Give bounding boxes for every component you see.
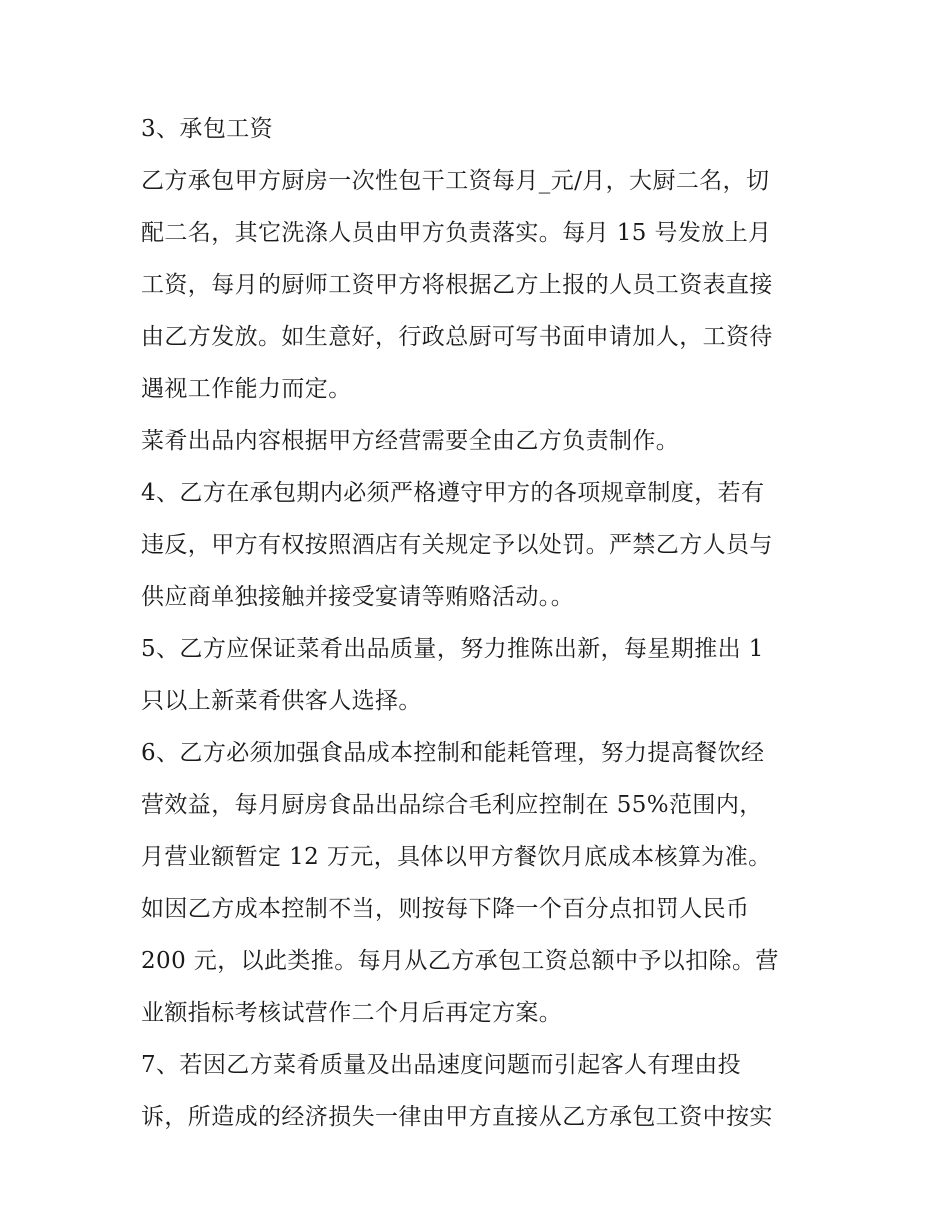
text-line: 营效益，每月厨房食品出品综合毛利应控制在 55%范围内，: [141, 792, 763, 818]
text-line: 由乙方发放。如生意好，行政总厨可写书面申请加人，工资待: [141, 324, 773, 350]
text-line: 如因乙方成本控制不当，则按每下降一个百分点扣罚人民币: [141, 896, 750, 922]
text-line: 业额指标考核试营作二个月后再定方案。: [141, 1000, 563, 1026]
text-line: 200 元，以此类推。每月从乙方承包工资总额中予以扣除。营: [141, 948, 779, 974]
clause-6-line: 6、乙方必须加强食品成本控制和能耗管理，努力提高餐饮经: [141, 740, 765, 766]
text-line: 违反，甲方有权按照酒店有关规定予以处罚。严禁乙方人员与: [141, 532, 773, 558]
clause-4-line: 4、乙方在承包期内必须严格遵守甲方的各项规章制度，若有: [141, 480, 765, 506]
clause-5-line: 5、乙方应保证菜肴出品质量，努力推陈出新，每星期推出 1: [141, 636, 764, 662]
text-line: 只以上新菜肴供客人选择。: [141, 688, 422, 714]
text-line: 诉，所造成的经济损失一律由甲方直接从乙方承包工资中按实: [141, 1104, 773, 1130]
text-line: 菜肴出品内容根据甲方经营需要全由乙方负责制作。: [141, 428, 680, 454]
section-heading-3: 3、承包工资: [141, 116, 274, 142]
text-line: 乙方承包甲方厨房一次性包干工资每月_元/月，大厨二名，切: [141, 168, 770, 194]
text-line: 月营业额暂定 12 万元，具体以甲方餐饮月底成本核算为准。: [141, 844, 772, 870]
text-line: 配二名，其它洗涤人员由甲方负责落实。每月 15 号发放上月: [141, 220, 772, 246]
text-line: 供应商单独接触并接受宴请等贿赂活动。。: [141, 584, 575, 610]
text-line: 遇视工作能力而定。: [141, 376, 352, 402]
clause-7-line: 7、若因乙方菜肴质量及出品速度问题而引起客人有理由投: [141, 1052, 742, 1078]
text-line: 工资，每月的厨师工资甲方将根据乙方上报的人员工资表直接: [141, 272, 773, 298]
